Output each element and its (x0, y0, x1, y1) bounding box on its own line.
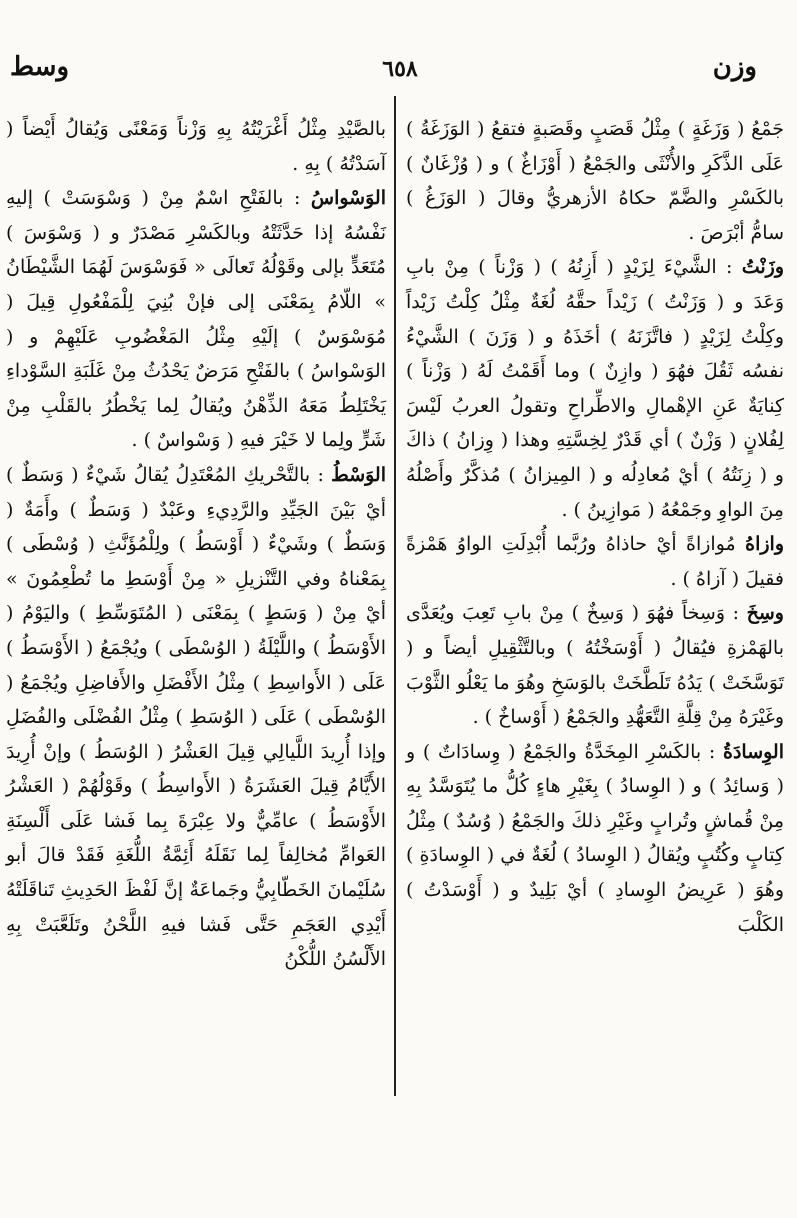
headword: الوَسْطُ (331, 463, 386, 486)
headword: وسِخَ (746, 602, 784, 625)
headword: وزَنْتُ (741, 256, 784, 279)
entry (6, 181, 386, 458)
entry-text: : الشَّيْءَ لِزَيْدٍ ( أَزِنُهُ ) ( وَزْناً ) مِنْ بابِ وَعَدَ و ( وَزَنْتُ ) زَيْداً حقَّهُ لُغَةٌ مِثْلُ كِلْتُ زَيْداً وكِلْتُ لِزَيْدٍ ( فاتَّزَنَهُ ) أخَذَهُ و ( وَزَنَ ) الشَّيْءُ نفسُه ثَقُلَ فهُوَ ( وازِنٌ ) وما أَقَمْتُ لَهُ ( وَزْناً ) كِنايَةٌ عَنِ الإهْمالِ والاطِّراحِ وتقولُ العربُ لَيْسَ لِفُلانٍ ( وَزْنٌ ) أي قَدْرٌ لِخِسَّتِهِ وهذا ( وِزانُ ) ذاكَ و ( زِنَتُهُ ) أيْ مُعادِلُه و ( المِيزانُ ) مُذكَّرٌ وأَصْلُهُ مِنَ الواوِ وجَمْعُهُ ( مَوازِينُ ) . (406, 256, 784, 521)
entry-text: : وَسِخاً فهُوَ ( وَسِخٌ ) مِنْ بابِ تَعِبَ ويُعَدَّى بالهَمْزةِ فيُقالُ ( أَوْسَخْتُهُ ) وبالتَّثْقِيلِ أيضاً و ( تَوَسَّخَتْ ) يَدُهُ تَلَطَّخَتْ بالوَسَخِ وهُوَ ما يَعْلُو الثَّوْبَ وغَيْرَهُ مِنْ قِلَّةِ التَّعَهُّدِ والجَمْعُ ( أَوْساخٌ ) . (406, 602, 784, 729)
entry-text: جَمْعُ ( وَزَغَةٍ ) مِثْلُ قَصَبٍ وقَصَبةٍ فتقعُ ( الوَزَغَةُ ) عَلَى الذَّكَرِ والأُنْثَى والجَمْعُ ( أَوْزَاغٌ ) و ( وُزْغَانٌ ) بالكَسْرِ والضَّمّ حكاهُ الأزهريُّ وقالَ ( الوَزَغُ ) سامُّ أبْرَصَ . (406, 118, 784, 244)
headword: الوِسادَةُ (722, 740, 784, 763)
entry (406, 250, 784, 527)
page-number: ٦٥٨ (382, 56, 418, 82)
entry-text: : بالتَّحْريكِ المُعْتَدِلُ يُقالُ شَيْءٌ ( وَسَطٌ ) أيْ بَيْنَ الجَيِّدِ والرَّدِيءِ وعَبْدٌ ( وَسَطٌ ) وأَمَةٌ ( وَسَطٌ ) وشَيْءٌ ( أَوْسَطُ ) ولِلْمُؤَنَّثِ ( وُسْطَى ) بِمَعْناهُ وفي التَّنْزيلِ « مِنْ أَوْسَطِ ما تُطْعِمُونَ » أيْ مِنْ ( وَسَطٍ ) بِمَعْنَى ( المُتَوَسِّطِ ) واليَوْمُ ( الأَوْسَطُ ) واللَّيْلَةُ ( الوُسْطَى ) ويُجْمَعُ ( الأَوْسَطُ ) عَلَى ( الأَواسِطِ ) مِثْلُ الأَفْضَلِ والأَفاضِلِ ويُجْمَعُ ( الوُسْطَى ) عَلَى ( الوُسَطِ ) مِثْلُ الفُضْلَى والفُضَلِ وإذا أُرِيدَ اللَّيالِي قِيلَ العَشْرُ ( الوُسَطُ ) وإنْ أُرِيدَ الأَيَّامُ قِيلَ العَشَرَةُ ( الأَواسِطُ ) وقَوْلُهُمْ ( العَشْرُ الأَوْسَطُ ) عامِّيٌّ ولا عِبْرَةَ بِما فَشا عَلَى أَلْسِنَةِ العَوامِّ مُخالِفاً لِما نَقَلَهُ أَئِمَّةُ اللُّغَةِ فَقَدْ قالَ أبو سُلَيْمانَ الخَطّابِيُّ وجَماعَةٌ إنَّ لَفْظَ الحَدِيثِ تَناقَلَتْهُ أَيْدِي العَجَمِ حَتَّى فَشا فيهِ اللَّحْنُ وتَلَعَّبَتْ بِهِ الأَلْسُنُ اللُّكْنُ (6, 463, 386, 971)
entry (406, 527, 784, 596)
entry-text: : بالكَسْرِ المِخَدَّةُ والجَمْعُ ( وِسادَاتٌ ) و ( وَسائِدُ ) و ( الوِسادُ ) بِغَيْرِ هاءٍ كُلُّ ما يُتَوَسَّدُ بِهِ مِنْ قُماشٍ وتُرابٍ وغَيْرِ ذلكَ والجَمْعُ ( وُسُدٌ ) مِثْلُ كِتابٍ وكُتُبٍ ويُقالُ ( الوِسادُ ) لُغَةٌ في ( الوِسادَةِ ) وهُوَ ( عَرِيضُ الوِسادِ ) أيْ بَلِيدٌ و ( أَوْسَدْتُ ) الكَلْبَ (406, 740, 784, 936)
entry (406, 112, 784, 250)
running-head-left: وسط (10, 52, 70, 82)
entry-text: : بالفَتْحِ اسْمٌ مِنْ ( وَسْوَسَتْ ) إليهِ نَفْسُهُ إذا حَدَّثَتْهُ وبالكَسْرِ مَصْدَرٌ و ( وَسْوَسَ ) مُتَعَدٍّ بإلى وقَوْلُهُ تَعالَى « فَوَسْوَسَ لَهُمَا الشَّيْطَانُ » اللّامُ بِمَعْنَى إلى فإنْ بُنِيَ لِلْمَفْعُولِ قِيلَ ( مُوَسْوَسٌ ) إلَيْهِ مِثْلُ المَغْضُوبِ عَلَيْهِمْ و ( الوَسْواسُ ) بالفَتْحِ مَرَضٌ يَحْدُثُ مِنْ غَلَبَةِ السَّوْداءِ يَخْتَلِطُ مَعَهُ الذِّهْنُ ويُقالُ لِما يَخْطُرُ بالقَلْبِ مِنْ شَرٍّ ولِما لا خَيْرَ فيهِ ( وَسْواسٌ ) . (6, 187, 386, 452)
headword: وازاهُ (745, 533, 784, 556)
entry-text: بالصَّيْدِ مِثْلُ أَغْرَيْتُهُ بِهِ وَزْناً وَمَعْنًى وَيُقالُ أَيْضاً ( آسَدْتُهُ ) بِهِ . (6, 118, 386, 175)
column-divider (394, 96, 396, 1096)
entry-text: مُوازاةً أيْ حاذاهُ ورُبَّما أُبْدِلَتِ الواوُ هَمْزةً فقيلَ ( آزاهُ ) . (406, 533, 784, 590)
headword: الوَسْواسُ (310, 187, 386, 210)
entry (6, 112, 386, 181)
right-column (406, 112, 784, 942)
page-header (0, 52, 797, 92)
running-head-right: وزن (712, 52, 757, 82)
entry (406, 735, 784, 943)
entry (406, 596, 784, 734)
left-column (6, 112, 386, 977)
entry (6, 458, 386, 977)
